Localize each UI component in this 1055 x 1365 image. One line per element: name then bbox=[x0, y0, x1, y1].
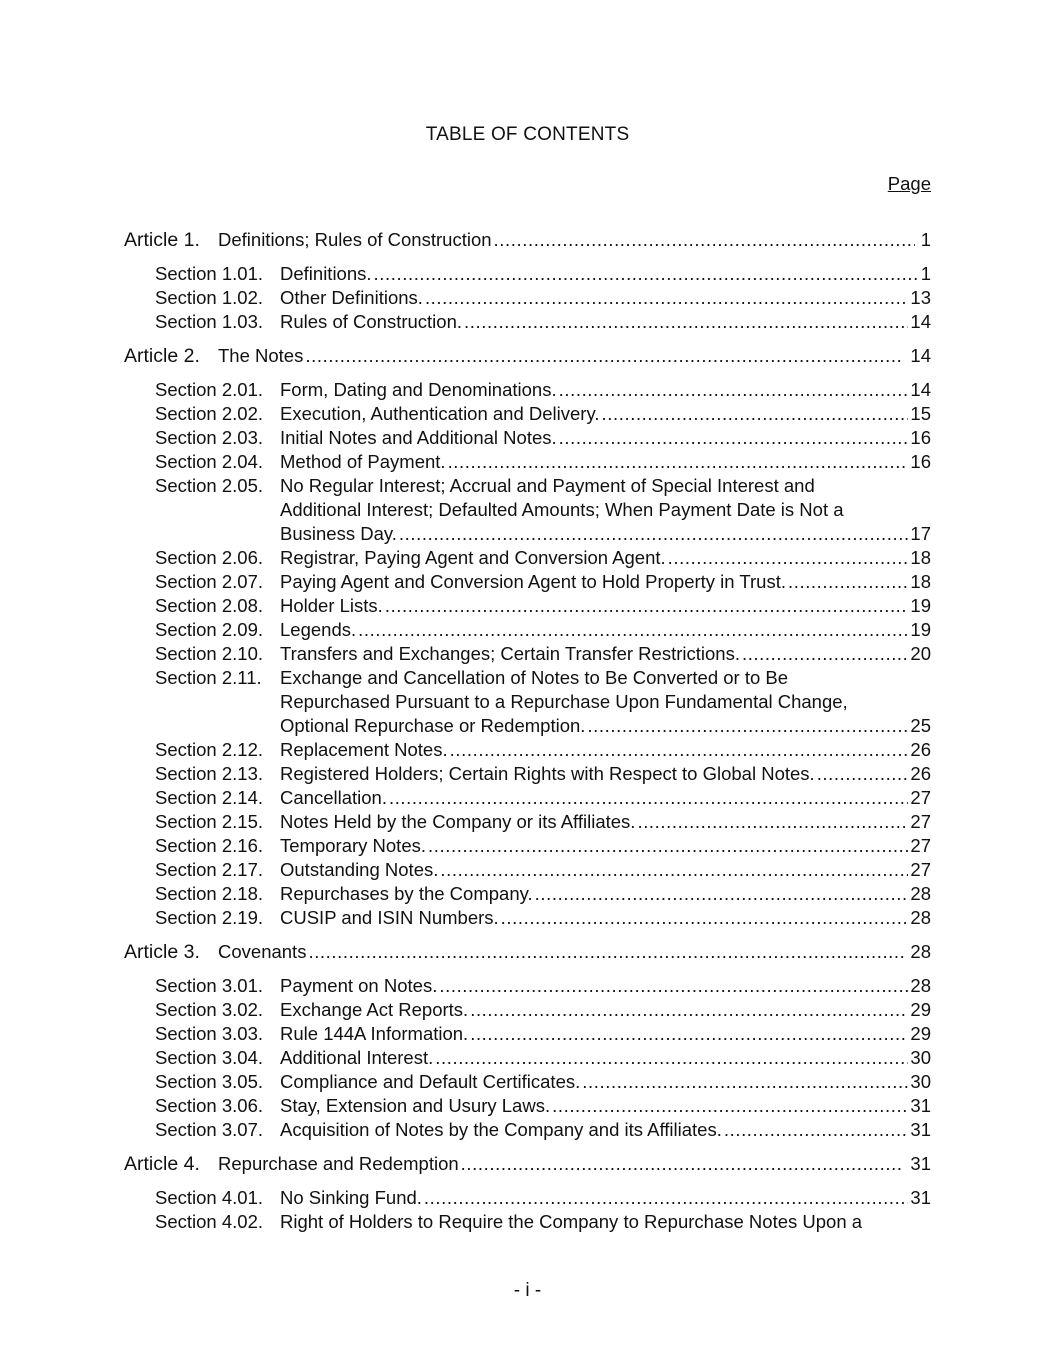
section-body bbox=[280, 666, 931, 738]
section-title: Transfers and Exchanges; Certain Transfer Restrictions. bbox=[280, 643, 740, 664]
section-number: Section 3.03. bbox=[155, 1023, 263, 1044]
dot-leader bbox=[637, 810, 908, 834]
dot-leader bbox=[464, 310, 908, 334]
section-entry[interactable] bbox=[124, 1070, 931, 1094]
section-title: Holder Lists. bbox=[280, 595, 383, 616]
section-entry[interactable] bbox=[124, 810, 931, 834]
section-title: Notes Held by the Company or its Affiliates. bbox=[280, 811, 636, 832]
article-entry[interactable] bbox=[124, 1152, 931, 1176]
section-body bbox=[280, 1022, 931, 1046]
section-title: Outstanding Notes. bbox=[280, 859, 439, 880]
dot-leader bbox=[668, 546, 909, 570]
section-title: Compliance and Default Certificates. bbox=[280, 1071, 581, 1092]
section-entry[interactable] bbox=[124, 426, 931, 450]
section-number: Section 2.16. bbox=[155, 835, 263, 856]
section-number: Section 2.09. bbox=[155, 619, 263, 640]
dot-leader bbox=[435, 1046, 908, 1070]
section-number: Section 3.02. bbox=[155, 999, 263, 1020]
dot-leader bbox=[399, 522, 909, 546]
section-body bbox=[280, 786, 931, 810]
section-page-number: 27 bbox=[910, 811, 931, 832]
section-entry[interactable] bbox=[124, 1118, 931, 1142]
section-entry[interactable] bbox=[124, 642, 931, 666]
section-entry[interactable] bbox=[124, 858, 931, 882]
section-page-number: 26 bbox=[910, 763, 931, 784]
section-body bbox=[280, 1046, 931, 1070]
article-number: Article 1. bbox=[124, 229, 200, 251]
section-body bbox=[280, 426, 931, 450]
section-title: Additional Interest. bbox=[280, 1047, 434, 1068]
section-title-last-line bbox=[280, 998, 931, 1022]
section-title-last-line bbox=[280, 762, 931, 786]
section-number: Section 1.01. bbox=[155, 263, 263, 284]
section-title: Right of Holders to Require the Company to Repurchase Notes Upon a bbox=[280, 1211, 863, 1232]
section-title: Acquisition of Notes by the Company and its Affiliates. bbox=[280, 1119, 722, 1140]
section-number: Section 2.18. bbox=[155, 883, 263, 904]
section-page-number: 30 bbox=[910, 1047, 931, 1068]
section-title: Registered Holders; Certain Rights with Respect to Global Notes. bbox=[280, 763, 815, 784]
toc-title: TABLE OF CONTENTS bbox=[425, 124, 630, 145]
section-title-last-line bbox=[280, 1070, 931, 1094]
section-title: Definitions. bbox=[280, 263, 372, 284]
dot-leader bbox=[358, 618, 908, 642]
section-entry[interactable] bbox=[124, 286, 931, 310]
section-number: Section 4.02. bbox=[155, 1211, 263, 1232]
section-title-last-line bbox=[280, 450, 931, 474]
section-title: Initial Notes and Additional Notes. bbox=[280, 427, 557, 448]
section-body bbox=[280, 998, 931, 1022]
section-page-number: 26 bbox=[910, 739, 931, 760]
section-entry[interactable] bbox=[124, 474, 931, 546]
section-number: Section 2.15. bbox=[155, 811, 263, 832]
section-title-last-line bbox=[280, 570, 931, 594]
section-title-last-line bbox=[280, 1022, 931, 1046]
section-body bbox=[280, 546, 931, 570]
section-body bbox=[280, 450, 931, 474]
section-title: Rule 144A Information. bbox=[280, 1023, 469, 1044]
section-number: Section 2.13. bbox=[155, 763, 263, 784]
dot-leader bbox=[817, 762, 909, 786]
section-number: Section 2.06. bbox=[155, 547, 263, 568]
section-entry[interactable] bbox=[124, 1094, 931, 1118]
section-body bbox=[280, 738, 931, 762]
section-body bbox=[280, 286, 931, 310]
section-entry[interactable] bbox=[124, 546, 931, 570]
dot-leader bbox=[424, 1186, 909, 1210]
dot-leader bbox=[602, 402, 909, 426]
section-title-last-line bbox=[280, 810, 931, 834]
dot-leader bbox=[448, 450, 909, 474]
page-number-footer: - i - bbox=[513, 1280, 542, 1301]
dot-leader bbox=[389, 786, 908, 810]
section-title: Rules of Construction. bbox=[280, 311, 463, 332]
dot-leader bbox=[587, 714, 908, 738]
page-column-header: Page bbox=[887, 173, 931, 194]
dot-leader bbox=[305, 344, 904, 368]
dot-leader bbox=[582, 1070, 908, 1094]
section-page-number: 28 bbox=[910, 907, 931, 928]
section-title-last-line bbox=[280, 858, 931, 882]
section-body bbox=[280, 474, 931, 546]
section-title-last-line bbox=[280, 402, 931, 426]
section-title: Payment on Notes. bbox=[280, 975, 438, 996]
section-title-last-line bbox=[280, 426, 931, 450]
section-entry[interactable] bbox=[124, 1210, 931, 1234]
section-page-number: 31 bbox=[910, 1187, 931, 1208]
section-number: Section 4.01. bbox=[155, 1187, 263, 1208]
section-title: Cancellation. bbox=[280, 787, 387, 808]
section-page-number: 19 bbox=[910, 619, 931, 640]
section-title: Execution, Authentication and Delivery. bbox=[280, 403, 600, 424]
dot-leader bbox=[374, 262, 919, 286]
section-number: Section 2.11. bbox=[155, 667, 262, 688]
section-page-number: 18 bbox=[910, 547, 931, 568]
section-title: Registrar, Paying Agent and Conversion Agent. bbox=[280, 547, 666, 568]
section-title-last-line bbox=[280, 546, 931, 570]
article-number: Article 4. bbox=[124, 1153, 200, 1175]
section-title-last-line bbox=[280, 262, 931, 286]
section-title-last-line bbox=[280, 1118, 931, 1142]
section-entry[interactable] bbox=[124, 378, 931, 402]
section-page-number: 18 bbox=[910, 571, 931, 592]
dot-leader bbox=[470, 998, 908, 1022]
section-number: Section 2.01. bbox=[155, 379, 263, 400]
section-body bbox=[280, 1094, 931, 1118]
section-body bbox=[280, 310, 931, 334]
section-title-last-line bbox=[280, 714, 931, 738]
section-body bbox=[280, 906, 931, 930]
section-entry[interactable] bbox=[124, 594, 931, 618]
section-title: Exchange Act Reports. bbox=[280, 999, 469, 1020]
section-page-number: 29 bbox=[910, 999, 931, 1020]
section-title-last-line bbox=[280, 378, 931, 402]
section-number: Section 2.19. bbox=[155, 907, 263, 928]
article-number: Article 2. bbox=[124, 345, 200, 367]
section-title: Optional Repurchase or Redemption. bbox=[280, 715, 586, 736]
section-page-number: 13 bbox=[910, 287, 931, 308]
dot-leader bbox=[470, 1022, 908, 1046]
article-title: Covenants bbox=[218, 941, 307, 962]
section-number: Section 2.03. bbox=[155, 427, 263, 448]
section-title-last-line bbox=[280, 906, 931, 930]
section-page-number: 20 bbox=[910, 643, 931, 664]
section-body bbox=[280, 594, 931, 618]
section-page-number: 27 bbox=[910, 835, 931, 856]
section-number: Section 2.10. bbox=[155, 643, 263, 664]
section-page-number: 17 bbox=[910, 523, 931, 544]
dot-leader bbox=[559, 378, 909, 402]
section-title: Replacement Notes. bbox=[280, 739, 448, 760]
article-entry[interactable] bbox=[124, 228, 931, 252]
section-title-last-line bbox=[280, 1210, 931, 1234]
section-number: Section 2.02. bbox=[155, 403, 263, 424]
article-title: Repurchase and Redemption bbox=[218, 1153, 459, 1174]
section-number: Section 3.06. bbox=[155, 1095, 263, 1116]
section-page-number: 16 bbox=[910, 451, 931, 472]
section-entry[interactable] bbox=[124, 974, 931, 998]
section-entry[interactable] bbox=[124, 834, 931, 858]
section-entry[interactable] bbox=[124, 762, 931, 786]
section-page-number: 27 bbox=[910, 859, 931, 880]
section-body bbox=[280, 402, 931, 426]
section-number: Section 2.12. bbox=[155, 739, 263, 760]
dot-leader bbox=[385, 594, 909, 618]
section-body bbox=[280, 642, 931, 666]
section-number: Section 3.04. bbox=[155, 1047, 263, 1068]
dot-leader bbox=[742, 642, 908, 666]
section-page-number: 25 bbox=[910, 715, 931, 736]
section-title-line: Additional Interest; Defaulted Amounts; When Payment Date is Not a bbox=[280, 499, 844, 520]
dot-leader bbox=[494, 228, 915, 252]
section-number: Section 2.04. bbox=[155, 451, 263, 472]
dot-leader bbox=[559, 426, 909, 450]
article-entry[interactable] bbox=[124, 940, 931, 964]
section-title-last-line bbox=[280, 1186, 931, 1210]
section-entry[interactable] bbox=[124, 570, 931, 594]
dot-leader bbox=[461, 1152, 905, 1176]
section-body bbox=[280, 378, 931, 402]
section-title-last-line bbox=[280, 642, 931, 666]
section-body bbox=[280, 858, 931, 882]
section-number: Section 1.02. bbox=[155, 287, 263, 308]
section-page-number: 1 bbox=[920, 263, 931, 284]
section-entry[interactable] bbox=[124, 882, 931, 906]
section-page-number: 27 bbox=[910, 787, 931, 808]
dot-leader bbox=[428, 834, 908, 858]
section-entry[interactable] bbox=[124, 738, 931, 762]
section-page-number: 30 bbox=[910, 1071, 931, 1092]
section-page-number: 14 bbox=[910, 311, 931, 332]
section-entry[interactable] bbox=[124, 786, 931, 810]
section-number: Section 3.05. bbox=[155, 1071, 263, 1092]
section-body bbox=[280, 570, 931, 594]
section-body bbox=[280, 1118, 931, 1142]
section-title-last-line bbox=[280, 594, 931, 618]
section-body bbox=[280, 1210, 931, 1234]
dot-leader bbox=[440, 858, 908, 882]
section-page-number: 19 bbox=[910, 595, 931, 616]
dot-leader bbox=[425, 286, 908, 310]
dot-leader bbox=[552, 1094, 908, 1118]
article-page-number: 1 bbox=[920, 229, 931, 250]
table-of-contents bbox=[124, 228, 931, 1234]
section-title-last-line bbox=[280, 310, 931, 334]
section-page-number: 16 bbox=[910, 427, 931, 448]
section-title-last-line bbox=[280, 786, 931, 810]
section-title-line: Repurchased Pursuant to a Repurchase Upon Fundamental Change, bbox=[280, 691, 848, 712]
section-title: Other Definitions. bbox=[280, 287, 423, 308]
section-number: Section 2.07. bbox=[155, 571, 263, 592]
section-title: Repurchases by the Company. bbox=[280, 883, 533, 904]
article-page-number: 14 bbox=[910, 345, 931, 366]
dot-leader bbox=[788, 570, 908, 594]
section-title-last-line bbox=[280, 1094, 931, 1118]
section-title: Legends. bbox=[280, 619, 357, 640]
dot-leader bbox=[450, 738, 909, 762]
article-page-number: 28 bbox=[910, 941, 931, 962]
section-page-number: 31 bbox=[910, 1095, 931, 1116]
section-title-last-line bbox=[280, 1046, 931, 1070]
section-title-last-line bbox=[280, 618, 931, 642]
section-page-number: 14 bbox=[910, 379, 931, 400]
article-number: Article 3. bbox=[124, 941, 200, 963]
section-title-last-line bbox=[280, 882, 931, 906]
section-title-line: Exchange and Cancellation of Notes to Be Converted or to Be bbox=[280, 667, 789, 688]
section-page-number: 15 bbox=[910, 403, 931, 424]
section-title: Stay, Extension and Usury Laws. bbox=[280, 1095, 551, 1116]
article-title: Definitions; Rules of Construction bbox=[218, 229, 492, 250]
section-title: Method of Payment. bbox=[280, 451, 446, 472]
section-title: No Sinking Fund. bbox=[280, 1187, 422, 1208]
section-entry[interactable] bbox=[124, 1046, 931, 1070]
dot-leader bbox=[439, 974, 908, 998]
section-entry[interactable] bbox=[124, 1186, 931, 1210]
section-entry[interactable] bbox=[124, 618, 931, 642]
section-page-number: 29 bbox=[910, 1023, 931, 1044]
section-title-last-line bbox=[280, 286, 931, 310]
section-page-number: 31 bbox=[910, 1119, 931, 1140]
section-entry[interactable] bbox=[124, 1022, 931, 1046]
section-title: Business Day. bbox=[280, 523, 397, 544]
section-body bbox=[280, 834, 931, 858]
section-body bbox=[280, 618, 931, 642]
section-title: CUSIP and ISIN Numbers. bbox=[280, 907, 499, 928]
section-body bbox=[280, 762, 931, 786]
section-entry[interactable] bbox=[124, 310, 931, 334]
dot-leader bbox=[535, 882, 909, 906]
section-body bbox=[280, 1070, 931, 1094]
article-page-number: 31 bbox=[910, 1153, 931, 1174]
section-number: Section 2.17. bbox=[155, 859, 263, 880]
section-body bbox=[280, 882, 931, 906]
section-entry[interactable] bbox=[124, 402, 931, 426]
section-title-last-line bbox=[280, 738, 931, 762]
dot-leader bbox=[308, 940, 904, 964]
dot-leader bbox=[501, 906, 909, 930]
section-body bbox=[280, 1186, 931, 1210]
article-title: The Notes bbox=[218, 345, 304, 366]
section-entry[interactable] bbox=[124, 262, 931, 286]
section-page-number: 28 bbox=[910, 883, 931, 904]
section-page-number: 28 bbox=[910, 975, 931, 996]
section-title: Form, Dating and Denominations. bbox=[280, 379, 557, 400]
section-body bbox=[280, 810, 931, 834]
section-title-line: No Regular Interest; Accrual and Payment of Special Interest and bbox=[280, 475, 815, 496]
section-title-last-line bbox=[280, 834, 931, 858]
section-number: Section 2.08. bbox=[155, 595, 263, 616]
section-number: Section 3.07. bbox=[155, 1119, 263, 1140]
dot-leader bbox=[724, 1118, 909, 1142]
section-number: Section 3.01. bbox=[155, 975, 263, 996]
section-title-last-line bbox=[280, 974, 931, 998]
section-body bbox=[280, 262, 931, 286]
section-title-last-line bbox=[280, 522, 931, 546]
section-title: Paying Agent and Conversion Agent to Hold Property in Trust. bbox=[280, 571, 786, 592]
section-entry[interactable] bbox=[124, 450, 931, 474]
section-body bbox=[280, 974, 931, 998]
section-entry[interactable] bbox=[124, 998, 931, 1022]
section-entry[interactable] bbox=[124, 666, 931, 738]
section-entry[interactable] bbox=[124, 906, 931, 930]
section-number: Section 2.05. bbox=[155, 475, 263, 496]
section-number: Section 1.03. bbox=[155, 311, 263, 332]
section-title: Temporary Notes. bbox=[280, 835, 426, 856]
section-number: Section 2.14. bbox=[155, 787, 263, 808]
article-entry[interactable] bbox=[124, 344, 931, 368]
